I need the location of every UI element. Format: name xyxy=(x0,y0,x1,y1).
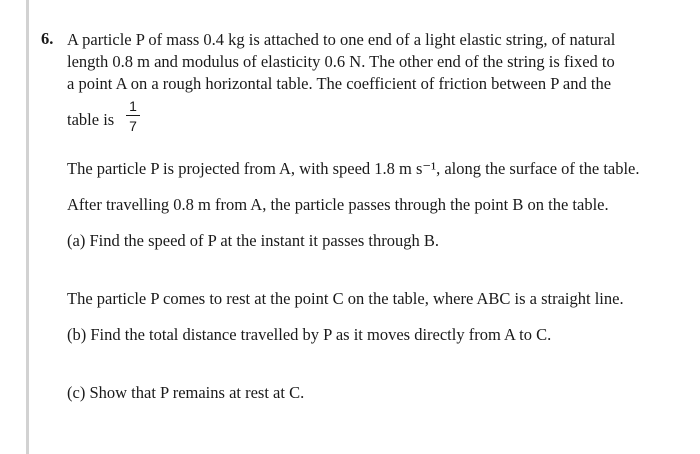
friction-coefficient-fraction xyxy=(126,98,140,134)
projection-line-2: After travelling 0.8 m from A, the particle passes through the point B on the table. xyxy=(67,195,609,214)
part-a-text: (a) Find the speed of P at the instant it passes through B. xyxy=(67,231,439,250)
intro-line-3: a point A on a rough horizontal table. The coefficient of friction between P and the xyxy=(67,74,612,93)
part-b-text: (b) Find the total distance travelled by P as it moves directly from A to C. xyxy=(67,325,552,344)
part-c-text: (c) Show that P remains at rest at C. xyxy=(67,383,305,402)
left-margin-rule xyxy=(26,0,29,454)
fraction-bar xyxy=(126,115,140,116)
intro-line-2: length 0.8 m and modulus of elasticity 0.6 N. The other end of the string is fixed to xyxy=(67,52,615,71)
intro-line-1: A particle P of mass 0.4 kg is attached to one end of a light elastic string, of natural xyxy=(67,30,616,49)
fraction-numerator: 1 xyxy=(129,98,137,114)
question-number: 6. xyxy=(41,29,54,48)
projection-line-1: The particle P is projected from A, with speed 1.8 m s⁻¹, along the surface of the table. xyxy=(67,159,640,178)
fraction-denominator: 7 xyxy=(129,118,137,134)
friction-line-text: table is xyxy=(67,110,115,129)
rest-line: The particle P comes to rest at the point C on the table, where ABC is a straight line. xyxy=(67,289,624,308)
